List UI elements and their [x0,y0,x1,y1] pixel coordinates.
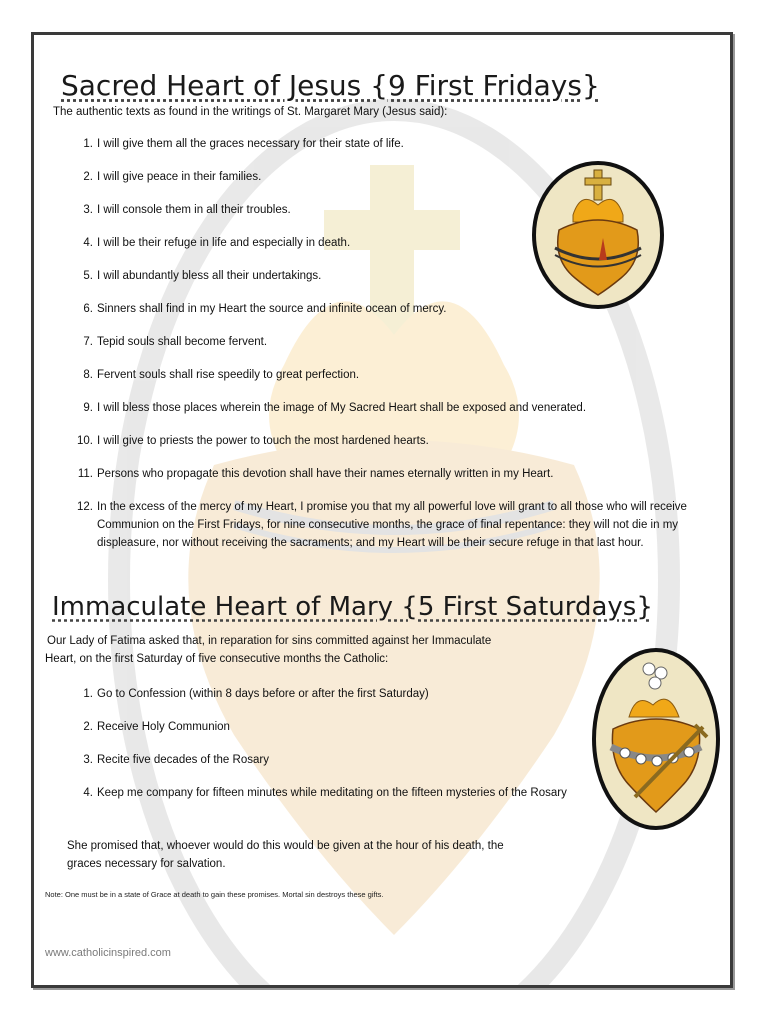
list-item: 10. I will give to priests the power to touch the most hardened hearts. [77,435,429,447]
immaculate-heart-intro-line1: Our Lady of Fatima asked that, in reparation for sins committed against her Immaculate [47,635,492,647]
page-frame [31,32,733,988]
list-item: 12. In the excess of the mercy of my Heart, I promise you that my all powerful love will grant to all those who will receive Communion on the First Fridays, for nine consecutive months, the grace of final repentance: they will not die in my displeasure, nor without receiving the sacraments; and my Heart will be their secure refuge in that last hour. [77,501,687,549]
list-item: 11. Persons who propagate this devotion shall have their names eternally written in my Heart. [77,468,554,480]
immaculate-heart-image [591,647,721,831]
list-item: 6. Sinners shall find in my Heart the source and infinite ocean of mercy. [83,303,447,315]
promise-line2: graces necessary for salvation. [67,858,226,870]
note-text: Note: One must be in a state of Grace at death to gain these promises. Mortal sin destroys these gifts. [45,890,384,899]
list-item: 3. Recite five decades of the Rosary [83,754,269,766]
list-item: 7. Tepid souls shall become fervent. [83,336,268,348]
list-item: 8. Fervent souls shall rise speedily to great perfection. [83,369,360,381]
list-item: 9. I will bless those places wherein the image of My Sacred Heart shall be exposed and venerated. [83,402,587,414]
list-item: 3. I will console them in all their troubles. [83,204,291,216]
sacred-heart-title: Sacred Heart of Jesus {9 First Fridays} [61,69,600,102]
promise-line1: She promised that, whoever would do this would be given at the hour of his death, the [67,840,504,852]
list-item: 1. Go to Confession (within 8 days before or after the first Saturday) [83,688,429,700]
footer-website: www.catholicinspired.com [45,947,171,959]
list-item: 1. I will give them all the graces necessary for their state of life. [83,138,404,150]
list-item: 4. Keep me company for fifteen minutes while meditating on the fifteen mysteries of the Rosary [83,787,567,799]
first-saturdays-steps-list [71,685,591,817]
sacred-heart-image [531,160,665,310]
list-item: 4. I will be their refuge in life and especially in death. [83,237,351,249]
list-item: 5. I will abundantly bless all their undertakings. [83,270,322,282]
list-item: 2. Receive Holy Communion [83,721,230,733]
list-item: 2. I will give peace in their families. [83,171,262,183]
immaculate-heart-intro-line2: Heart, on the first Saturday of five consecutive months the Catholic: [45,653,389,665]
sacred-heart-intro: The authentic texts as found in the writings of St. Margaret Mary (Jesus said): [53,106,448,118]
immaculate-heart-title: Immaculate Heart of Mary {5 First Saturdays} [52,592,653,622]
